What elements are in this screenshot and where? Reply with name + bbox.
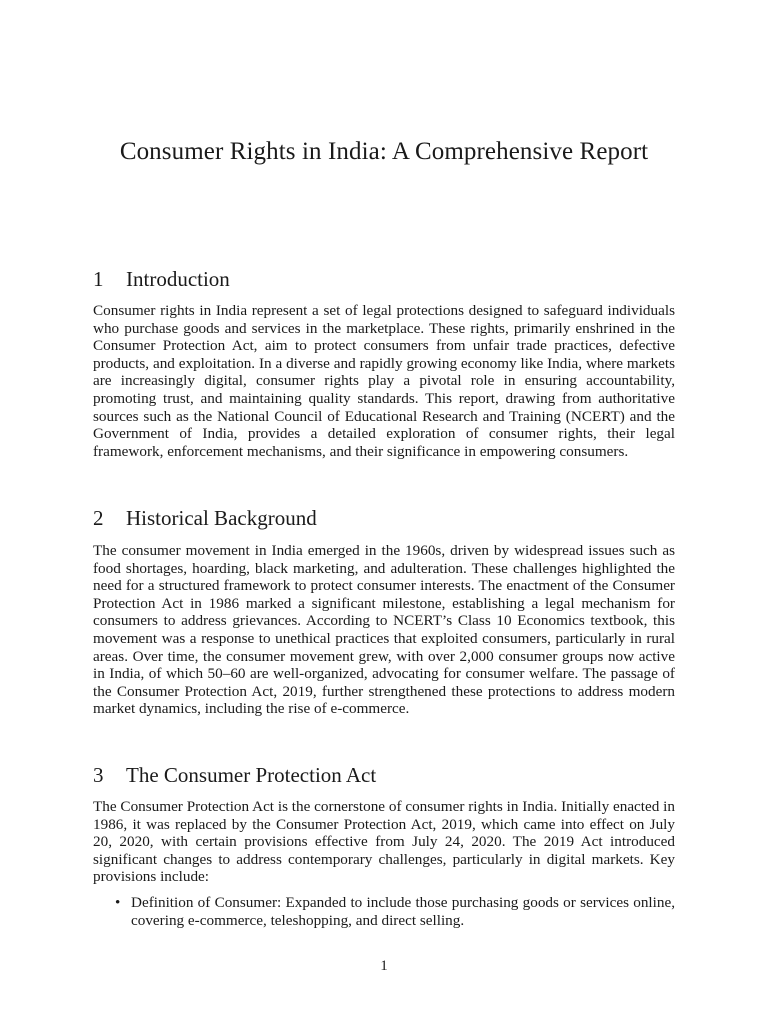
section-paragraph: The consumer movement in India emerged in the 1960s, driven by widespread issues such as food shortages, hoarding, black marketing, and adulteration. These challenges highlighted the need for a structured framework to protect consumer interests. The enactment of the Consumer Protection Act in 1986 marked a significant milestone, establishing a legal mechanism for consumers to address grievances. According to NCERT’s Class 10 Economics textbook, this movement was a response to unethical practices that exploited consumers, particularly in rural areas. Over time, the consumer movement grew, with over 2,000 consumer groups now active in India, of which 50–60 are well-organized, advocating for consumer welfare. The passage of the Consumer Protection Act, 2019, further strengthened these protections to address modern market dynamics, including the rise of e-commerce. bbox=[93, 542, 675, 718]
section-2-body bbox=[93, 542, 675, 718]
section-heading bbox=[93, 266, 675, 292]
list-item bbox=[93, 894, 675, 929]
section-3-body bbox=[93, 798, 675, 886]
section-number: 3 bbox=[93, 763, 104, 787]
section-3-heading-wrap bbox=[93, 762, 675, 788]
section-title: The Consumer Protection Act bbox=[126, 763, 377, 787]
document-title: Consumer Rights in India: A Comprehensive Report bbox=[119, 138, 649, 165]
section-title: Historical Background bbox=[126, 506, 317, 530]
provisions-list bbox=[93, 894, 675, 929]
section-number: 2 bbox=[93, 506, 104, 530]
section-paragraph: Consumer rights in India represent a set of legal protections designed to safeguard individuals who purchase goods and services in the marketplace. These rights, primarily enshrined in the Consumer Protection Act, aim to protect consumers from unfair trade practices, defective products, and exploitation. In a diverse and rapidly growing economy like India, where markets are increasingly digital, consumer rights play a pivotal role in ensuring accountability, promoting trust, and maintaining quality standards. This report, drawing from authoritative sources such as the National Council of Educational Research and Training (NCERT) and the Government of India, provides a detailed exploration of consumer rights, their legal framework, enforcement mechanisms, and their significance in empowering consumers. bbox=[93, 302, 675, 460]
section-number: 1 bbox=[93, 267, 104, 291]
section-2-heading-wrap bbox=[93, 505, 675, 531]
bullet-icon: • bbox=[115, 894, 121, 911]
section-paragraph: The Consumer Protection Act is the cornerstone of consumer rights in India. Initially enacted in 1986, it was replaced by the Consumer Protection Act, 2019, which came into effect on July 20, 2020, with certain provisions effective from July 24, 2020. The 2019 Act introduced significant changes to address contemporary challenges, particularly in digital markets. Key provisions include: bbox=[93, 798, 675, 886]
section-1-heading-wrap bbox=[93, 266, 675, 292]
section-title: Introduction bbox=[126, 267, 230, 291]
section-heading bbox=[93, 762, 675, 788]
section-1-body bbox=[93, 302, 675, 460]
page-number: 1 bbox=[380, 958, 388, 974]
section-heading bbox=[93, 505, 675, 531]
list-item-text: Definition of Consumer: Expanded to include those purchasing goods or services online, covering e-commerce, teleshopping, and direct selling. bbox=[131, 894, 675, 929]
